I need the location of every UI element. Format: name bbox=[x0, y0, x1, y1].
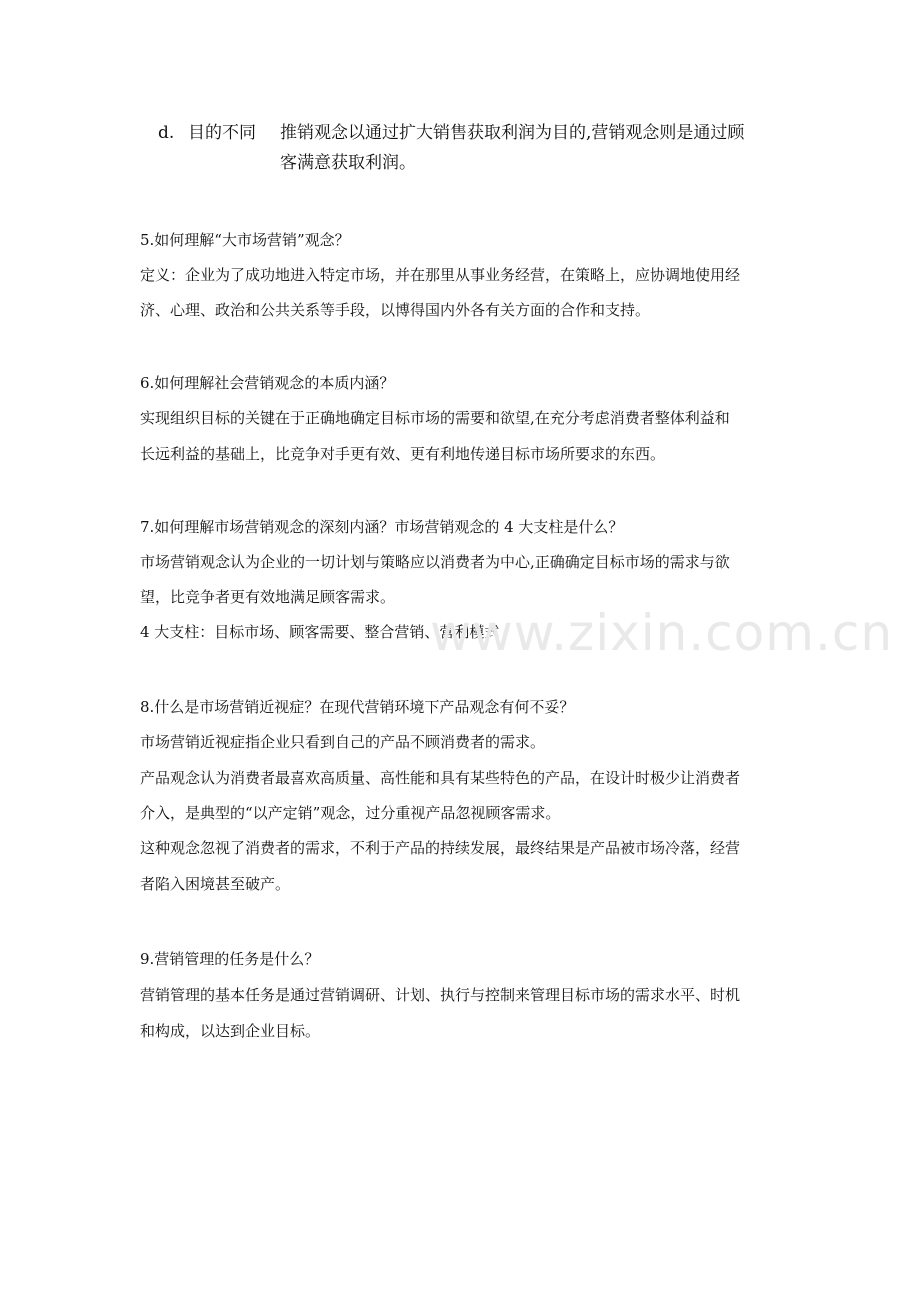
answer-line: 4 大支柱：目标市场、顾客需要、整合营销、营利模式 bbox=[140, 623, 500, 641]
question-7: 7.如何理解市场营销观念的深刻内涵？市场营销观念的 4 大支柱是什么？ bbox=[140, 518, 624, 536]
item-d-body bbox=[280, 118, 800, 178]
question-9: 9.营销管理的任务是什么？ bbox=[140, 950, 320, 968]
answer-line: 市场营销观念认为企业的一切计划与策略应以消费者为中心,正确确定目标市场的需求与欲 bbox=[140, 553, 730, 571]
question-5: 5.如何理解“大市场营销”观念？ bbox=[140, 231, 350, 249]
question-6: 6.如何理解社会营销观念的本质内涵？ bbox=[140, 374, 395, 392]
answer-line: 介入，是典型的“以产定销”观念，过分重视产品忽视顾客需求。 bbox=[140, 804, 561, 822]
answer-line: 市场营销近视症指企业只看到自己的产品不顾消费者的需求。 bbox=[140, 733, 546, 751]
answer-line: 和构成，以达到企业目标。 bbox=[140, 1022, 321, 1040]
answer-line: 实现组织目标的关键在于正确地确定目标市场的需要和欲望,在充分考虑消费者整体利益和 bbox=[140, 409, 730, 427]
watermark: www.zixin.com.cn bbox=[430, 604, 894, 662]
item-d-line: 推销观念以通过扩大销售获取利润为目的,营销观念则是通过顾 bbox=[280, 123, 745, 143]
answer-line: 产品观念认为消费者最喜欢高质量、高性能和具有某些特色的产品，在设计时极少让消费者 bbox=[140, 769, 741, 787]
answer-line: 长远利益的基础上，比竞争对手更有效、更有利地传递目标市场所要求的东西。 bbox=[140, 445, 666, 463]
item-d-term: 目的不同 bbox=[188, 123, 256, 143]
question-8: 8.什么是市场营销近视症？在现代营销环境下产品观念有何不妥？ bbox=[140, 698, 575, 716]
item-d-line: 客满意获取利润。 bbox=[280, 153, 416, 173]
answer-line: 者陷入困境甚至破产。 bbox=[140, 875, 291, 893]
item-d-marker: d. bbox=[158, 123, 175, 143]
answer-line: 望，比竞争者更有效地满足顾客需求。 bbox=[140, 588, 396, 606]
answer-line: 济、心理、政治和公共关系等手段，以博得国内外各有关方面的合作和支持。 bbox=[140, 301, 651, 319]
answer-line: 定义：企业为了成功地进入特定市场，并在那里从事业务经营，在策略上，应协调地使用经 bbox=[140, 266, 741, 284]
answer-line: 这种观念忽视了消费者的需求，不利于产品的持续发展，最终结果是产品被市场冷落，经营 bbox=[140, 839, 741, 857]
answer-line: 营销管理的基本任务是通过营销调研、计划、执行与控制来管理目标市场的需求水平、时机 bbox=[140, 986, 741, 1004]
